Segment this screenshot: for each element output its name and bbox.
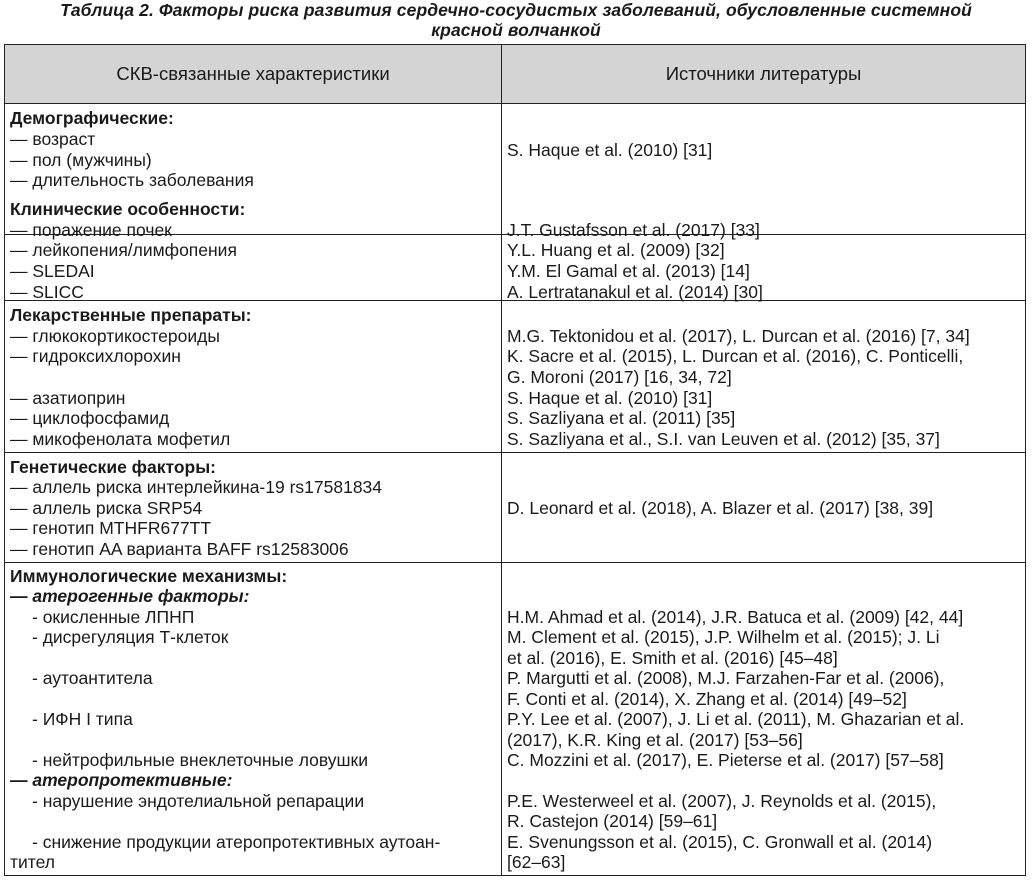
factor-item: — SLEDAI (10, 261, 95, 281)
factor-item: - дисрегуляция Т-клеток (32, 627, 229, 647)
factor-item: — гидроксихлорохин (10, 346, 181, 366)
source-item: S. Haque et al. (2010) [31] (507, 388, 713, 408)
table-caption (0, 0, 1032, 44)
source-item: D. Leonard et al. (2018), A. Blazer et al. (2017) [38, 39] (507, 498, 934, 518)
subgroup-title-atheroprotective: — атеропротективные: (10, 770, 233, 790)
factor-item: - нейтрофильные внеклеточные ловушки (32, 750, 368, 770)
section-title: Демографические: (10, 108, 174, 128)
factor-item: — аллель риска SRP54 (10, 498, 203, 518)
source-item: E. Svenungsson et al. (2015), C. Gronwall et al. (2014) (507, 832, 933, 852)
source-item: K. Sacre et al. (2015), L. Durcan et al. (2016), C. Ponticelli, (507, 346, 964, 366)
caption-line-1: Таблица 2. Факторы риска развития сердечно-сосудистых заболеваний, обусловленные системной (60, 0, 972, 20)
factor-item: - нарушение эндотелиальной репарации (32, 791, 365, 811)
factor-item: — лейкопения/лимфопения (10, 240, 237, 260)
factor-item: — SLICC (10, 282, 84, 302)
source-item: Y.M. El Gamal et al. (2013) [14] (507, 261, 750, 281)
header-col-characteristics: СКВ-связанные характеристики (116, 63, 390, 84)
table-row-genetic (5, 453, 1025, 563)
subgroup-title-atherogenic: — атерогенные факторы: (10, 586, 250, 606)
factor-item: — глюкокортикостероиды (10, 326, 220, 346)
source-item: S. Sazliyana et al. (2011) [35] (507, 408, 736, 428)
factor-item: — возраст (10, 129, 96, 149)
factor-item: — поражение почек (10, 220, 172, 240)
source-item: Y.L. Huang et al. (2009) [32] (507, 240, 725, 260)
section-title: Клинические особенности: (10, 199, 246, 219)
factor-item: — генотип MTHFR677TT (10, 518, 212, 538)
source-item: F. Conti et al. (2014), X. Zhang et al. (2014) [49–52] (507, 689, 907, 709)
source-item: S. Sazliyana et al., S.I. van Leuven et al. (2012) [35, 37] (507, 429, 940, 449)
header-col-sources: Источники литературы (665, 63, 862, 84)
table-row-clinical (5, 193, 1025, 301)
table-row-immunological (5, 563, 1025, 875)
factor-item: - ИФН I типа (32, 709, 133, 729)
caption-line-2: красной волчанкой (431, 20, 601, 40)
source-item: S. Haque et al. (2010) [31] (507, 140, 713, 160)
factor-item: тител (10, 852, 55, 872)
source-item: P.Y. Lee et al. (2007), J. Li et al. (2011), M. Ghazarian et al. (507, 709, 965, 729)
source-item: (2017), K.R. King et al. (2017) [53–56] (507, 730, 803, 750)
factor-item: — циклофосфамид (10, 408, 170, 428)
factor-item: - окисленные ЛПНП (32, 607, 195, 627)
source-item: P.E. Westerweel et al. (2007), J. Reynolds et al. (2015), (507, 791, 937, 811)
risk-factors-table (4, 44, 1026, 876)
source-item: M. Clement et al. (2015), J.P. Wilhelm et al. (2015); J. Li (507, 627, 940, 647)
source-item: [62–63] (507, 852, 566, 872)
section-title: Лекарственные препараты: (10, 305, 252, 325)
table-row-drugs (5, 301, 1025, 453)
factor-item: — длительность заболевания (10, 170, 254, 190)
source-item: P. Margutti et al. (2008), M.J. Farzahen-Far et al. (2006), (507, 668, 945, 688)
section-title: Иммунологические механизмы: (10, 566, 288, 586)
section-title: Генетические факторы: (10, 457, 216, 477)
factor-item: - аутоантитела (32, 668, 153, 688)
source-item: R. Castejon (2014) [59–61] (507, 811, 718, 831)
source-item: C. Mozzini et al. (2017), E. Pieterse et al. (2017) [57–58] (507, 750, 944, 770)
source-item: A. Lertratanakul et al. (2014) [30] (507, 282, 763, 302)
source-item: et al. (2016), E. Smith et al. (2016) [45–48] (507, 648, 838, 668)
factor-item: — генотип AA варианта BAFF rs12583006 (10, 539, 349, 559)
table-header-row (5, 45, 1025, 104)
source-item: H.M. Ahmad et al. (2014), J.R. Batuca et al. (2009) [42, 44] (507, 607, 964, 627)
source-item: G. Moroni (2017) [16, 34, 72] (507, 367, 732, 387)
factor-item: - снижение продукции атеропротективных аутоан- (32, 832, 441, 852)
factor-item: — пол (мужчины) (10, 150, 152, 170)
factor-item: — аллель риска интерлейкина-19 rs17581834 (10, 477, 383, 497)
factor-item: — микофенолата мофетил (10, 429, 231, 449)
factor-item: — азатиоприн (10, 388, 126, 408)
source-item: M.G. Tektonidou et al. (2017), L. Durcan et al. (2016) [7, 34] (507, 326, 970, 346)
source-item: J.T. Gustafsson et al. (2017) [33] (507, 220, 760, 240)
